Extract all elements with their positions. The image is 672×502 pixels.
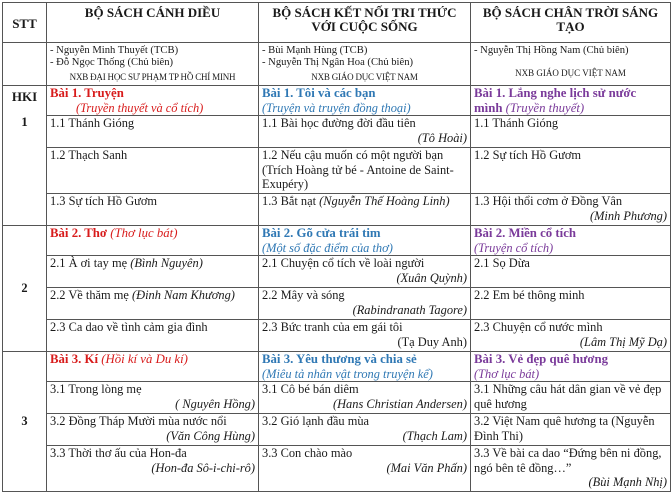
reading-author: (Hon-đa Sô-i-chi-rô)	[151, 460, 255, 475]
unit-2-stt-cell: 2	[3, 226, 47, 352]
lesson-title: Bài 1. Truyện	[50, 86, 124, 100]
lesson-title: Bài 3. Yêu thương và chia sẻ	[262, 352, 417, 366]
reading-title: 3.2 Gió lạnh đầu mùa	[262, 414, 370, 428]
reading-author: (Mai Văn Phấn)	[386, 460, 467, 475]
lesson-title	[474, 86, 667, 115]
author-line: - Nguyễn Thị Hồng Nam (Chủ biên)	[474, 45, 629, 56]
reading-title: 1.2 Sự tích Hồ Gươm	[474, 148, 582, 162]
reading-cell	[471, 194, 671, 226]
col1-header: BỘ SÁCH CÁNH DIỀU	[47, 3, 259, 43]
reading-title: 2.2 Mây và sóng	[262, 288, 345, 302]
reading-title: 3.3 Thời thơ ấu của Hon-đa	[50, 446, 187, 460]
semester-label: HKI	[11, 89, 38, 104]
lesson-title-cell	[471, 352, 671, 382]
lesson-title: Bài 3. Vẻ đẹp quê hương	[474, 352, 608, 366]
reading-cell	[471, 288, 671, 320]
reading-row	[3, 446, 671, 492]
reading-cell	[259, 320, 471, 352]
reading-title: 2.1 Chuyện cổ tích về loài người	[262, 256, 425, 270]
reading-title: 2.2 Em bé thông minh	[474, 288, 585, 302]
reading-text: 2.1 À ơi tay mẹ	[50, 256, 128, 270]
unit-1-lesson-row	[3, 86, 671, 116]
lesson-title-cell	[47, 352, 259, 382]
reading-title: 1.3 Sự tích Hồ Gươm	[50, 194, 158, 208]
reading-author: (Tô Hoài)	[417, 130, 467, 145]
reading-author: (Nguyễn Thế Hoàng Linh)	[319, 194, 450, 208]
reading-title	[50, 256, 255, 271]
authors-col1	[47, 43, 259, 86]
reading-cell	[259, 116, 471, 148]
reading-title: 3.1 Những câu hát dân gian về vẻ đẹp quê hương	[474, 382, 662, 411]
author-line: - Đỗ Ngọc Thống (Chủ biên)	[50, 57, 174, 68]
reading-author: (Minh Phương)	[589, 208, 667, 223]
reading-cell	[47, 320, 259, 352]
reading-title: 1.3 Hội thổi cơm ở Đồng Vân	[474, 194, 623, 208]
header-row	[3, 3, 671, 43]
reading-cell	[259, 148, 471, 194]
reading-title: 3.3 Con chào mào	[262, 446, 353, 460]
authors-col2	[259, 43, 471, 86]
lesson-title-cell	[259, 352, 471, 382]
lesson-title: Bài 2. Gõ cửa trái tim	[262, 226, 381, 240]
reading-title: 1.1 Bài học đường đời đầu tiên	[262, 116, 416, 130]
reading-cell	[47, 256, 259, 288]
reading-author: (Văn Công Hùng)	[166, 428, 255, 443]
reading-row	[3, 414, 671, 446]
author-line: - Bùi Mạnh Hùng (TCB)	[262, 45, 368, 56]
reading-cell	[47, 288, 259, 320]
reading-title: 2.3 Chuyện cổ nước mình	[474, 320, 603, 334]
reading-text: 1.3 Bắt nạt	[262, 194, 317, 208]
lesson-subtitle: (Hồi kí và Du kí)	[101, 352, 188, 366]
reading-cell	[259, 446, 471, 492]
lesson-title-cell	[471, 226, 671, 256]
reading-author: (Đinh Nam Khương)	[132, 288, 235, 302]
col2-header: BỘ SÁCH KẾT NỐI TRI THỨC VỚI CUỘC SỐNG	[259, 3, 471, 43]
reading-cell	[47, 382, 259, 414]
col3-header: BỘ SÁCH CHÂN TRỜI SÁNG TẠO	[471, 3, 671, 43]
publisher: NXB GIÁO DỤC VIỆT NAM	[311, 72, 418, 82]
lesson-title	[50, 226, 255, 241]
reading-row	[3, 256, 671, 288]
lesson-title-cell	[471, 86, 671, 116]
unit-3-stt-cell: 3	[3, 352, 47, 492]
reading-author: (Rabindranath Tagore)	[352, 302, 467, 317]
authors-col3	[471, 43, 671, 86]
reading-cell	[259, 256, 471, 288]
reading-title: 3.2 Đồng Tháp Mười mùa nước nổi	[50, 414, 227, 428]
curriculum-table	[2, 2, 671, 492]
reading-cell	[47, 116, 259, 148]
lesson-title	[50, 352, 255, 367]
lesson-title-cell	[47, 86, 259, 116]
reading-cell	[47, 446, 259, 492]
reading-row	[3, 320, 671, 352]
reading-title: 1.2 Nếu cậu muốn có một người bạn (Trích Hoàng tử bé - Antoine de Saint-Exupéry)	[262, 148, 454, 191]
reading-cell	[471, 116, 671, 148]
publisher: NXB GIÁO DỤC VIỆT NAM	[515, 68, 626, 78]
lesson-subtitle: (Một số đặc điểm của thơ)	[262, 240, 393, 255]
reading-title: 2.3 Ca dao về tình cảm gia đình	[50, 320, 208, 334]
reading-row	[3, 194, 671, 226]
lesson-title-text: Bài 2. Thơ	[50, 226, 107, 240]
reading-cell	[471, 256, 671, 288]
lesson-title-cell	[259, 226, 471, 256]
publisher: NXB ĐẠI HỌC SƯ PHẠM TP HỒ CHÍ MINH	[69, 72, 236, 82]
lesson-subtitle: (Thơ lục bát)	[474, 366, 540, 381]
reading-author: (Hans Christian Andersen)	[332, 396, 467, 411]
lesson-subtitle: (Miêu tả nhân vật trong truyện kể)	[262, 366, 433, 381]
lesson-subtitle: (Truyền thuyết)	[505, 100, 585, 115]
reading-row	[3, 116, 671, 148]
reading-cell	[471, 320, 671, 352]
lesson-title-cell	[47, 226, 259, 256]
reading-author: ( Nguyên Hồng)	[175, 396, 255, 411]
reading-cell	[471, 414, 671, 446]
lesson-subtitle: (Truyện cổ tích)	[474, 240, 554, 255]
author-line: - Nguyễn Thị Ngân Hoa (Chủ biên)	[262, 57, 414, 68]
lesson-subtitle: (Thơ lục bát)	[110, 226, 178, 240]
reading-cell	[471, 382, 671, 414]
reading-author: (Lâm Thị Mỹ Dạ)	[579, 334, 667, 349]
reading-title: 3.2 Việt Nam quê hương ta (Nguyễn Đình Thi)	[474, 414, 655, 443]
unit-3-lesson-row	[3, 352, 671, 382]
lesson-subtitle: (Truyền thuyết và cổ tích)	[76, 100, 204, 115]
reading-cell	[259, 382, 471, 414]
reading-author: (Xuân Quỳnh)	[396, 270, 467, 285]
reading-author: (Bùi Mạnh Nhị)	[588, 475, 667, 489]
unit-2-lesson-row	[3, 226, 671, 256]
reading-row	[3, 288, 671, 320]
lesson-title-text: Bài 1. Lắng nghe lịch sử nước mình	[474, 86, 637, 115]
reading-title: 3.1 Trong lòng mẹ	[50, 382, 142, 396]
reading-title	[262, 194, 467, 209]
reading-cell	[471, 148, 671, 194]
reading-cell	[47, 414, 259, 446]
lesson-title: Bài 2. Miền cổ tích	[474, 226, 577, 240]
reading-cell	[47, 194, 259, 226]
reading-cell	[259, 194, 471, 226]
unit-number: 1	[21, 113, 28, 129]
reading-cell	[47, 148, 259, 194]
reading-row	[3, 382, 671, 414]
reading-title: 2.3 Bức tranh của em gái tôi	[262, 320, 403, 334]
reading-cell	[259, 288, 471, 320]
reading-title	[50, 288, 255, 303]
authors-stt-cell	[3, 43, 47, 86]
lesson-title-cell	[259, 86, 471, 116]
reading-title: 1.1 Thánh Gióng	[50, 116, 135, 130]
reading-cell	[471, 446, 671, 492]
reading-author: (Bình Nguyên)	[130, 256, 203, 270]
authors-row	[3, 43, 671, 86]
author-line: - Nguyễn Minh Thuyết (TCB)	[50, 45, 179, 56]
reading-row	[3, 148, 671, 194]
lesson-title: Bài 1. Tôi và các bạn	[262, 86, 376, 100]
reading-text: 2.2 Về thăm mẹ	[50, 288, 129, 302]
reading-author: (Thạch Lam)	[402, 428, 467, 443]
reading-title: 3.3 Về bài ca dao “Đứng bên ni đồng, ngó bên tê đồng…”	[474, 446, 662, 475]
reading-title: 2.1 Sọ Dừa	[474, 256, 530, 270]
reading-title: 3.1 Cô bé bán diêm	[262, 382, 359, 396]
reading-author: (Tạ Duy Anh)	[397, 334, 467, 349]
lesson-subtitle: (Truyện và truyện đồng thoại)	[262, 100, 411, 115]
reading-title: 1.1 Thánh Gióng	[474, 116, 559, 130]
lesson-title-text: Bài 3. Kí	[50, 352, 98, 366]
reading-cell	[259, 414, 471, 446]
stt-header: STT	[3, 3, 47, 43]
reading-title: 1.2 Thạch Sanh	[50, 148, 128, 162]
unit-1-stt-cell	[3, 86, 47, 226]
